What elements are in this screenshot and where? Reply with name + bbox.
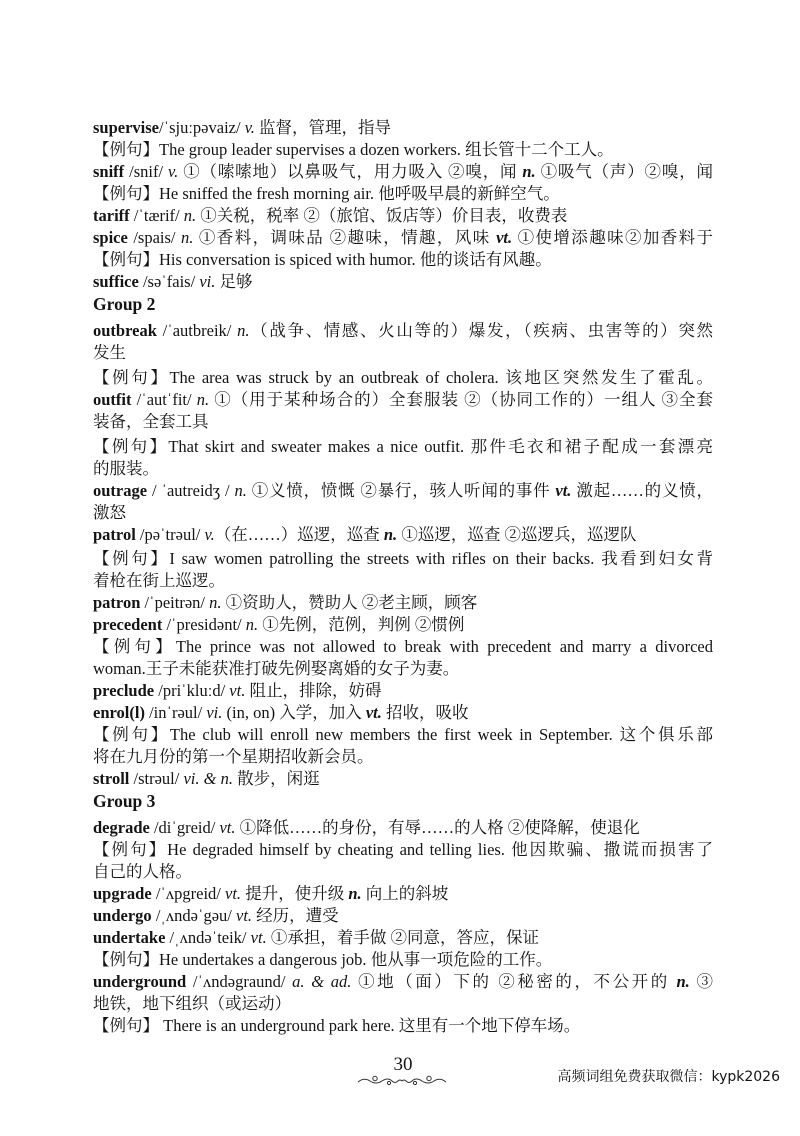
example-label: 【例句】	[93, 140, 159, 159]
example-label: 【例句】	[93, 950, 159, 969]
english-text: I saw women patrolling the streets with rifles on their backs.	[169, 549, 602, 568]
phonetic: /priˈkluːd/	[158, 681, 230, 700]
page-number: 30	[393, 1054, 413, 1075]
phonetic: /ˈpeitrən/	[144, 593, 210, 612]
continuation-line	[93, 570, 713, 592]
flourish-left	[358, 1076, 402, 1084]
headword: patrol	[93, 525, 140, 544]
chinese-text: 阻止，排除，妨碍	[249, 681, 382, 700]
entry-line	[93, 389, 713, 411]
entry-line	[93, 480, 713, 502]
entry-line	[93, 905, 713, 927]
entry-line	[93, 227, 713, 249]
headword: precedent	[93, 615, 167, 634]
chinese-text: 地铁，地下组织（或运动）	[93, 994, 291, 1013]
chinese-text: ①香料，调味品 ②趣味，情趣，风味	[198, 228, 497, 247]
group-heading	[93, 293, 713, 315]
part-of-speech: vt.	[236, 906, 257, 925]
phonetic: /ˈautˈfit/	[136, 390, 197, 409]
page-ornament	[356, 1073, 448, 1087]
headword: patron	[93, 593, 145, 612]
phonetic: /ˈpresidənt/	[166, 615, 246, 634]
chinese-text: （战争、情感、火山等的）爆发，（疾病、虫害等的）突然	[249, 321, 714, 340]
headword: sniff	[93, 162, 130, 181]
english-text: There is an underground park here.	[163, 1016, 399, 1035]
chinese-text: ①吸气（声）②嗅，闻	[540, 162, 714, 181]
part-of-speech: v.	[168, 162, 184, 181]
part-of-speech: n.	[245, 615, 263, 634]
chinese-text: 足够	[219, 272, 253, 291]
continuation-line	[93, 658, 713, 680]
vocabulary-list	[93, 117, 713, 1037]
example-label: 【例句】	[93, 840, 168, 859]
example-line	[93, 183, 713, 205]
headword: outrage	[93, 481, 152, 500]
part-of-speech: n.	[196, 390, 215, 409]
entry-line	[93, 205, 713, 227]
headword: tariff	[93, 206, 134, 225]
chinese-text: ③	[696, 972, 713, 991]
phonetic: /səˈfais/	[142, 272, 200, 291]
english-text: He sniffed the fresh morning air.	[159, 184, 379, 203]
headword: underground	[93, 972, 193, 991]
footer-note: 高频词组免费获取微信：kypk2026	[557, 1069, 780, 1085]
chinese-text: 组长管十二个工人。	[465, 140, 614, 159]
example-label: 【例句】	[93, 1016, 164, 1035]
chinese-text: 激起……的义愤，	[576, 481, 714, 500]
part-of-speech: vt.	[229, 681, 250, 700]
example-label: 【例句】	[93, 437, 169, 456]
english-text: The area was struck by an outbreak of cholera.	[169, 368, 506, 387]
chinese-text: 入学，加入	[279, 703, 366, 722]
english-text: woman.	[93, 659, 146, 678]
entry-line	[93, 614, 713, 636]
chinese-text: ①（嗦嗦地）以鼻吸气，用力吸入 ②嗅，闻	[183, 162, 523, 181]
entry-line	[93, 117, 713, 139]
headword: preclude	[93, 681, 159, 700]
example-label: 【例句】	[93, 549, 170, 568]
english-text: He degraded himself by cheating and telling lies.	[167, 840, 512, 859]
headword: suffice	[93, 272, 143, 291]
part-of-speech: a. & ad.	[292, 972, 359, 991]
part-of-speech: n.	[383, 525, 402, 544]
continuation-line	[93, 993, 713, 1015]
entry-line	[93, 971, 713, 993]
phonetic: /strəul/	[133, 769, 184, 788]
english-text: He undertakes a dangerous job.	[159, 950, 371, 969]
chinese-text: 这个俱乐部	[619, 725, 714, 744]
part-of-speech: vt.	[555, 481, 577, 500]
continuation-line	[93, 411, 713, 433]
english-text: The prince was not allowed to break with precedent and marry a divorced	[175, 637, 713, 656]
entry-line	[93, 817, 713, 839]
example-line	[93, 839, 713, 861]
part-of-speech: vt.	[219, 818, 240, 837]
group-title: Group 3	[93, 791, 156, 811]
chinese-text: 他的谈话有风趣。	[419, 250, 552, 269]
chinese-text: ①关税，税率 ②（旅馆、饭店等）价目表，收费表	[200, 206, 568, 225]
entry-line	[93, 883, 713, 905]
chinese-text: 提升，使升级	[245, 884, 349, 903]
entry-line	[93, 271, 713, 293]
phonetic: /ˌʌndəˈgəu/	[155, 906, 236, 925]
example-line	[93, 949, 713, 971]
part-of-speech: n.	[522, 162, 541, 181]
chinese-text: 着枪在街上巡逻。	[93, 571, 225, 590]
phonetic: /ˌʌndəˈteik/	[169, 928, 251, 947]
english-text: (in, on)	[226, 703, 280, 722]
part-of-speech: v.	[244, 118, 260, 137]
entry-line	[93, 161, 713, 183]
headword: undergo	[93, 906, 156, 925]
example-label: 【例句】	[93, 250, 159, 269]
english-text: His conversation is spiced with humor.	[159, 250, 420, 269]
part-of-speech: n.	[237, 321, 250, 340]
english-text: The group leader supervises a dozen workers.	[159, 140, 466, 159]
entry-line	[93, 320, 713, 342]
chinese-text: ①使增添趣味②加香料于	[517, 228, 714, 247]
chinese-text: 的服装。	[93, 459, 159, 478]
chinese-text: 他从事一项危险的工作。	[370, 950, 553, 969]
entry-line	[93, 927, 713, 949]
example-label: 【例句】	[93, 637, 176, 656]
chinese-text: 他呼吸早晨的新鲜空气。	[378, 184, 560, 203]
phonetic: /inˈrəul/	[149, 703, 207, 722]
phonetic: /ˈtærif/	[133, 206, 184, 225]
chinese-text: ①义愤，愤慨 ②暴行，骇人听闻的事件	[251, 481, 556, 500]
chinese-text: ①承担，着手做 ②同意，答应，保证	[270, 928, 539, 947]
chinese-text: （在……）巡逻，巡查	[214, 525, 384, 544]
example-label: 【例句】	[93, 725, 170, 744]
headword: supervise	[93, 118, 159, 137]
headword: undertake	[93, 928, 170, 947]
chinese-text: ①巡逻，巡查 ②巡逻兵，巡逻队	[401, 525, 637, 544]
part-of-speech: vi.	[199, 272, 220, 291]
phonetic: /ˈʌndəgraund/	[192, 972, 293, 991]
chinese-text: 向上的斜坡	[365, 884, 449, 903]
part-of-speech: vi. & n.	[183, 769, 238, 788]
chinese-text: ①地（面）下的 ②秘密的，不公开的	[358, 972, 677, 991]
continuation-line	[93, 746, 713, 768]
continuation-line	[93, 458, 713, 480]
flourish-right	[402, 1076, 446, 1084]
headword: outbreak	[93, 321, 163, 340]
headword: degrade	[93, 818, 154, 837]
chinese-text: ①降低……的身份，有辱……的人格 ②使降解，使退化	[239, 818, 640, 837]
part-of-speech: vi.	[206, 703, 227, 722]
phonetic: / ˈautreidʒ /	[151, 481, 235, 500]
phonetic: /snif/	[129, 162, 168, 181]
phonetic: /ˈautbreik/	[162, 321, 238, 340]
headword: upgrade	[93, 884, 156, 903]
entry-line	[93, 680, 713, 702]
example-line	[93, 436, 713, 458]
chinese-text: 这里有一个地下停车场。	[398, 1016, 581, 1035]
chinese-text: 他因欺骗、撒谎而损害了	[511, 840, 714, 859]
chinese-text: 发生	[93, 343, 126, 362]
chinese-text: 那件毛衣和裙子配成一套漂亮	[470, 437, 713, 456]
chinese-text: 将在九月份的第一个星期招收新会员。	[93, 747, 374, 766]
group-heading	[93, 790, 713, 812]
headword: stroll	[93, 769, 134, 788]
part-of-speech: n.	[181, 228, 199, 247]
part-of-speech: v.	[204, 525, 215, 544]
part-of-speech: n.	[348, 884, 366, 903]
example-label: 【例句】	[93, 184, 159, 203]
chinese-text: 散步，闲逛	[237, 769, 320, 788]
chinese-text: 我看到妇女背	[601, 549, 714, 568]
part-of-speech: n.	[234, 481, 252, 500]
chinese-text: 装备，全套工具	[93, 412, 209, 431]
headword: outfit	[93, 390, 137, 409]
chinese-text: 该地区突然发生了霍乱。	[505, 368, 714, 387]
part-of-speech: n.	[676, 972, 697, 991]
chinese-text: 自己的人格。	[93, 862, 192, 881]
part-of-speech: n.	[209, 593, 226, 612]
continuation-line	[93, 502, 713, 524]
example-label: 【例句】	[93, 368, 170, 387]
example-line	[93, 249, 713, 271]
example-line	[93, 724, 713, 746]
part-of-speech: vt.	[225, 884, 246, 903]
example-line	[93, 636, 713, 658]
part-of-speech: vt.	[365, 703, 387, 722]
chinese-text: 监督，管理，指导	[259, 118, 392, 137]
group-title: Group 2	[93, 294, 156, 314]
english-text: The club will enroll new members the first week in September.	[169, 725, 620, 744]
english-text: That skirt and sweater makes a nice outfit.	[168, 437, 471, 456]
chinese-text: 激怒	[93, 503, 126, 522]
chinese-text: 王子未能获准打破先例娶离婚的女子为妻。	[145, 659, 460, 678]
chinese-text: ①先例，范例，判例 ②惯例	[262, 615, 465, 634]
phonetic: /pəˈtrəul/	[139, 525, 205, 544]
entry-line	[93, 702, 713, 724]
chinese-text: 招收，吸收	[386, 703, 469, 722]
headword: enrol(l)	[93, 703, 150, 722]
phonetic: /ˈʌpgreid/	[155, 884, 226, 903]
example-line	[93, 548, 713, 570]
entry-line	[93, 524, 713, 546]
headword: spice	[93, 228, 134, 247]
phonetic: /spais/	[133, 228, 182, 247]
continuation-line	[93, 861, 713, 883]
chinese-text: ①资助人，赞助人 ②老主顾，顾客	[225, 593, 478, 612]
example-line	[93, 1015, 713, 1037]
part-of-speech: vt.	[496, 228, 518, 247]
chinese-text: 经历，遭受	[256, 906, 339, 925]
part-of-speech: n.	[183, 206, 201, 225]
entry-line	[93, 768, 713, 790]
phonetic: /diˈgreid/	[153, 818, 220, 837]
example-line	[93, 139, 713, 161]
chinese-text: ①（用于某种场合的）全套服装 ②（协同工作的）一组人 ③全套	[214, 390, 714, 409]
example-line	[93, 367, 713, 389]
continuation-line	[93, 342, 713, 364]
phonetic: /ˈsjuːpəvaiz/	[159, 118, 245, 137]
part-of-speech: vt.	[250, 928, 271, 947]
entry-line	[93, 592, 713, 614]
